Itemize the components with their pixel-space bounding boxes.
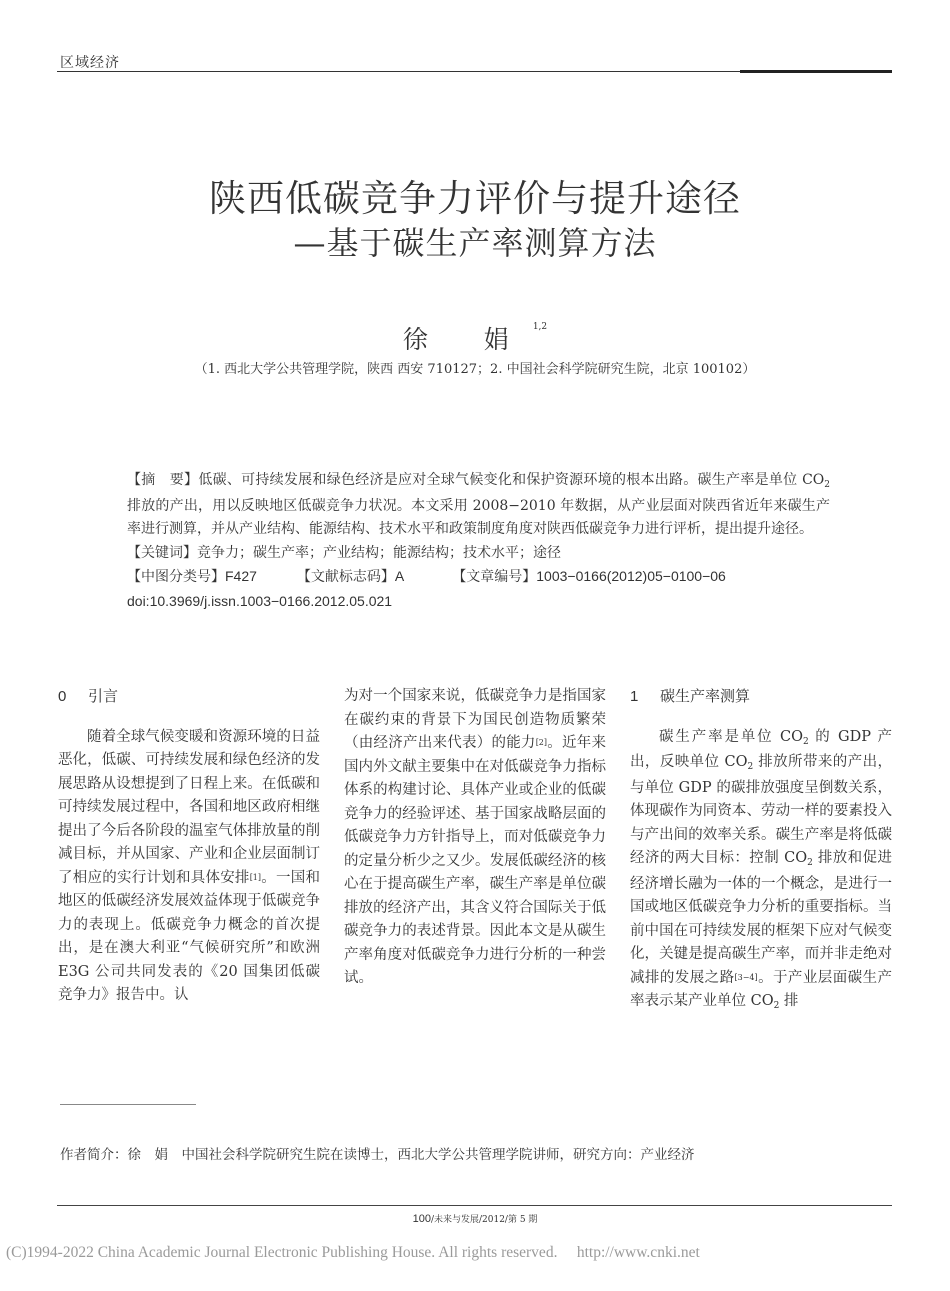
section-1-paragraph-1 [630,726,892,1016]
section-0-text-b: 。一国和地区的低碳经济发展效益体现于低碳竞争力的表现上。低碳竞争力概念的首次提出，是在澳大利亚“气候研究所”和欧洲 E3G 公司共同发表的《20 国集团低碳竞争力》报告中。认 [58,869,321,1003]
section-1-title: 碳生产率测算 [660,687,751,705]
header-rule-accent [740,70,892,73]
section-1-text-e: 。于产业层面碳生产率表示某产业单位 CO [630,969,893,1009]
paper-subtitle: —基于碳生产率测算方法 [293,224,657,262]
footnote-rule [60,1104,196,1105]
abstract [127,469,830,542]
body-column-1 [58,685,320,1008]
section-1-text-a: 碳生产率是单位 CO [659,728,804,745]
clc-label: 【中图分类号】 [127,569,225,585]
author-affiliation: （1. 西北大学公共管理学院，陕西 西安 710127；2. 中国社会科学院研究生院，北京 100102） [194,362,756,377]
section-0-heading [58,685,320,709]
author-bio-footnote: 作者简介：徐 娟 中国社会科学院研究生院在读博士，西北大学公共管理学院讲师，研究方向：产业经济 [60,1147,695,1163]
page-footer [0,1212,950,1225]
co2-subscript: 2 [803,736,809,747]
classification-row [127,565,830,590]
section-0-text-a: 随着全球气候变暖和资源环境的日益恶化，低碳、可持续发展和绿色经济的发展思路从设想提到了日程上来。在低碳和可持续发展过程中，各国和地区政府相继提出了今后各阶段的温室气体排放量的削减目标，并从国家、产业和企业层面制订了相应的实行计划和具体安排 [58,728,320,886]
article-number-label: 【文章编号】 [452,569,537,585]
keywords-label: 【关键词】 [127,544,197,561]
author-line [0,320,950,356]
doc-code-value: A [394,568,405,584]
section-0-text-c: 为对一个国家来说，低碳竞争力是指国家在碳约束的背景下为国民创造物质繁荣（由经济产出来代表）的能力 [344,688,606,751]
journal-issue: /未来与发展/2012/第 5 期 [430,1215,538,1225]
article-number-value: 1003−0166(2012)05−0100−06 [536,568,726,584]
clc-value: F427 [225,568,257,584]
section-0-text-d: 。近年来国内外文献主要集中在对低碳竞争力指标体系的构建讨论、具体产业或企业的低碳竞争力的经验评述、基于国家战略层面的低碳竞争力方针指导上，而对低碳竞争力的定量分析少之又少。发展低碳经济的核心在于提高碳生产率，碳生产率是单位碳排放的经济产出，其含义符合国际关于低碳竞争力的表述背景。因此本文是从碳生产率角度对低碳竞争力进行分析的一种尝试。 [344,735,607,986]
section-0-paragraph-1-continued [344,685,606,991]
abstract-subscript: 2 [824,480,831,490]
co2-subscript: 2 [807,858,813,868]
section-1-heading [630,685,892,709]
citation-1: [1] [249,872,262,882]
keywords [127,542,830,566]
page-number: 100 [412,1213,431,1225]
abstract-text-part2: 排放的产出，用以反映地区低碳竞争力状况。本文采用 2008−2010 年数据，从产业层面对陕西省近年来碳生产率进行测算，并从产业结构、能源结构、技术水平和政策制度角度对陕西低碳竞争力进行评析，提出提升途径。 [127,497,830,537]
body-column-3 [630,685,892,1016]
doc-code-label: 【文献标志码】 [296,569,395,585]
section-0-paragraph-1 [58,726,320,1008]
citation-2: [2] [535,738,548,747]
section-0-number: 0 [58,688,67,705]
section-1-number: 1 [630,688,639,705]
watermark-url: http://www.cnki.net [576,1244,700,1261]
body-column-2 [344,685,606,991]
citation-3-4: [3−4] [734,972,758,982]
watermark-copyright: (C)1994-2022 China Academic Journal Electronic Publishing House. All rights reserved. [6,1244,558,1261]
footer-rule [57,1205,892,1206]
section-1-text-b: 的 GDP 产出，反映单位 CO [630,728,893,770]
co2-subscript: 2 [747,762,754,772]
cnki-watermark [6,1244,946,1262]
doi: doi:10.3969/j.issn.1003−0166.2012.05.021 [127,592,393,609]
abstract-label: 【摘 要】 [127,472,199,488]
section-1-text-f: 排 [779,993,799,1009]
keywords-text: 竞争力；碳生产率；产业结构；能源结构；技术水平；途径 [197,544,561,561]
section-1-text-c: 排放所带来的产出，与单位 GDP 的碳排放强度呈倒数关系，体现碳作为同资本、劳动一样的要素投入与产出间的效率关系。碳生产率是将低碳经济的两大目标：控制 CO [630,754,893,866]
author-name: 徐 娟 [402,325,533,354]
section-0-title: 引言 [88,687,119,705]
abstract-block [127,469,830,613]
section-1-text-d: 排放和促进经济增长融为一体的一个概念，是进行一国或地区低碳竞争力分析的重要指标。当前中国在可持续发展的框架下应对气候变化，关键是提高碳生产率，而并非走绝对减排的发展之路 [630,850,893,986]
abstract-text-part1: 低碳、可持续发展和绿色经济是应对全球气候变化和保护资源环境的根本出路。碳生产率是单位 CO [198,472,825,488]
journal-section-label: 区域经济 [60,55,120,71]
paper-title: 陕西低碳竞争力评价与提升途径 [209,177,741,220]
co2-subscript: 2 [773,1001,780,1011]
author-affiliation-mark: 1,2 [532,322,548,332]
